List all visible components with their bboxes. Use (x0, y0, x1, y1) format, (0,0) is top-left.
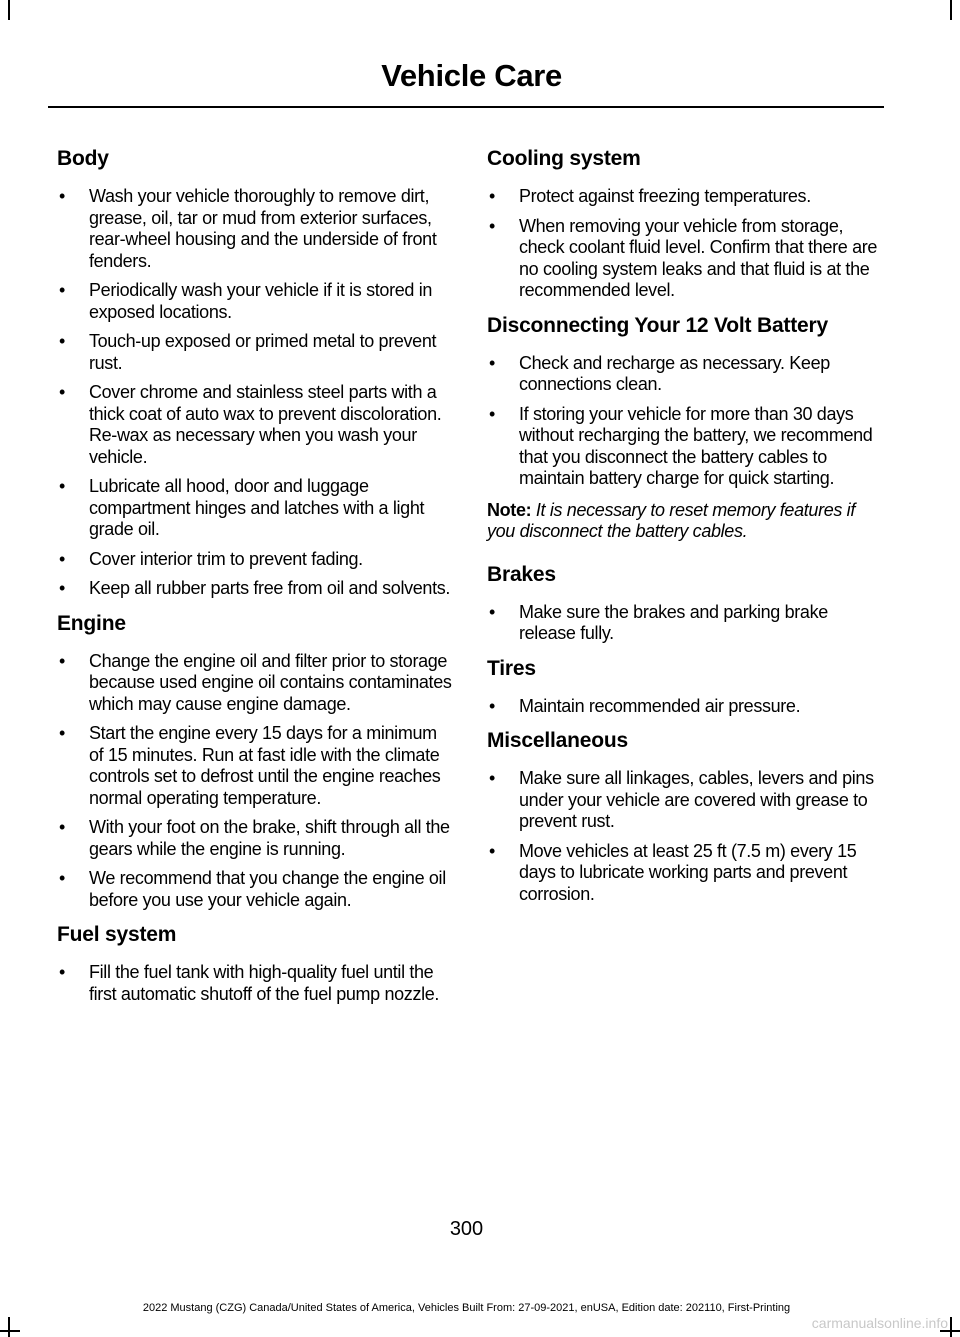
section-fuel-system (57, 921, 452, 1005)
left-column (57, 145, 452, 1015)
list-item-text: Change the engine oil and filter prior to storage because used engine oil contains contaminates which may cause engine damage. (89, 650, 452, 714)
bullet-icon: • (59, 650, 65, 671)
page-title: Vehicle Care (381, 58, 562, 93)
list-item-text: Maintain recommended air pressure. (519, 695, 801, 716)
bullet-icon: • (489, 840, 495, 861)
list-item (57, 723, 452, 809)
section-heading: Fuel system (57, 923, 177, 946)
list-item (57, 186, 452, 272)
bullet-icon: • (59, 817, 65, 837)
section-body (57, 145, 452, 600)
section-brakes (487, 561, 887, 645)
bullet-list (487, 768, 887, 905)
list-item (57, 817, 452, 860)
list-item (57, 331, 452, 374)
bullet-icon: • (489, 695, 495, 716)
bullet-icon: • (489, 215, 495, 236)
right-column (487, 145, 887, 915)
list-item (57, 549, 452, 571)
note (487, 500, 887, 543)
list-item-text: Start the engine every 15 days for a minimum of 15 minutes. Run at fast idle with the climate controls set to defrost until the engine reaches normal operating temperature. (89, 723, 441, 808)
section-heading: Tires (487, 656, 536, 680)
list-item-text: Keep all rubber parts free from oil and solvents. (89, 578, 451, 598)
section-tires (487, 655, 887, 718)
list-item-text: Periodically wash your vehicle if it is stored in exposed locations. (89, 280, 432, 322)
watermark: carmanualsonline.info (811, 1315, 948, 1331)
list-item-text: Check and recharge as necessary. Keep connections clean. (519, 352, 830, 394)
bullet-icon: • (59, 962, 65, 982)
bullet-icon: • (489, 186, 495, 206)
bullet-list (487, 186, 887, 302)
section-heading: Brakes (487, 562, 556, 586)
bullet-icon: • (489, 352, 495, 373)
list-item-text: With your foot on the brake, shift through all the gears while the engine is running. (89, 817, 450, 859)
bullet-icon: • (489, 601, 495, 622)
section-heading: Body (57, 147, 109, 170)
list-item-text: Cover chrome and stainless steel parts with a thick coat of auto wax to prevent discoloration. Re-wax as necessary when you wash your vehicle. (89, 382, 442, 467)
list-item (487, 216, 887, 302)
bullet-icon: • (59, 331, 65, 351)
section-miscellaneous (487, 727, 887, 905)
list-item (57, 476, 452, 541)
list-item-text: Wash your vehicle thoroughly to remove dirt, grease, oil, tar or mud from exterior surfaces, rear-wheel housing and the underside of front fenders. (89, 186, 437, 271)
section-heading: Miscellaneous (487, 729, 628, 752)
bullet-icon: • (59, 868, 65, 888)
crop-mark (8, 1317, 10, 1337)
list-item-text: Touch-up exposed or primed metal to prevent rust. (89, 331, 437, 373)
bullet-list (487, 602, 887, 645)
list-item (57, 382, 452, 468)
section-heading: Engine (57, 611, 126, 635)
list-item (487, 404, 887, 490)
bullet-icon: • (59, 280, 65, 300)
bullet-icon: • (489, 768, 495, 788)
bullet-icon: • (59, 578, 65, 598)
list-item-text: We recommend that you change the engine oil before you use your vehicle again. (89, 868, 446, 910)
crop-mark (0, 1330, 20, 1332)
bullet-icon: • (59, 476, 65, 496)
list-item (487, 841, 887, 906)
bullet-list (57, 186, 452, 600)
list-item (487, 602, 887, 645)
list-item (57, 962, 452, 1005)
list-item (487, 186, 887, 208)
list-item-text: Make sure all linkages, cables, levers and pins under your vehicle are covered with grease to prevent rust. (519, 768, 874, 831)
list-item-text: Fill the fuel tank with high-quality fuel until the first automatic shutoff of the fuel pump nozzle. (89, 962, 440, 1004)
bullet-icon: • (59, 723, 65, 743)
list-item-text: Protect against freezing temperatures. (519, 186, 811, 206)
list-item (487, 768, 887, 833)
section-battery (487, 312, 887, 543)
note-label: Note: (487, 499, 532, 520)
list-item-text: If storing your vehicle for more than 30 days without recharging the battery, we recommend that you disconnect the battery cables to maintain battery charge for quick starting. (519, 403, 873, 488)
header-divider (48, 106, 884, 108)
bullet-icon: • (59, 548, 65, 569)
footer-text: 2022 Mustang (CZG) Canada/United States of America, Vehicles Built From: 27-09-2021, enUSA, Edition date: 202110, First-Printing (142, 1302, 791, 1314)
section-heading: Disconnecting Your 12 Volt Battery (487, 313, 828, 337)
bullet-list (57, 962, 452, 1005)
section-engine (57, 610, 452, 912)
crop-mark (950, 0, 952, 20)
list-item (487, 353, 887, 396)
list-item (487, 696, 887, 718)
bullet-list (487, 696, 887, 718)
page-number: 300 (449, 1218, 484, 1240)
bullet-icon: • (59, 382, 65, 402)
bullet-list (57, 651, 452, 912)
list-item-text: Make sure the brakes and parking brake release fully. (519, 601, 828, 643)
bullet-list (487, 353, 887, 490)
section-heading: Cooling system (487, 147, 641, 170)
section-cooling-system (487, 145, 887, 302)
crop-mark (950, 1317, 952, 1337)
crop-mark (8, 0, 10, 20)
note-text: It is necessary to reset memory features if you disconnect the battery cables. (487, 499, 855, 541)
list-item (57, 578, 452, 600)
list-item-text: Move vehicles at least 25 ft (7.5 m) every 15 days to lubricate working parts and prevent corrosion. (519, 840, 857, 904)
list-item (57, 868, 452, 911)
bullet-icon: • (489, 403, 495, 424)
list-item-text: When removing your vehicle from storage, check coolant fluid level. Confirm that there are no cooling system leaks and that fluid is at the recommended level. (519, 215, 878, 300)
list-item (57, 280, 452, 323)
bullet-icon: • (59, 186, 65, 206)
list-item (57, 651, 452, 716)
list-item-text: Lubricate all hood, door and luggage compartment hinges and latches with a light grade oil. (89, 476, 425, 539)
list-item-text: Cover interior trim to prevent fading. (89, 548, 363, 569)
